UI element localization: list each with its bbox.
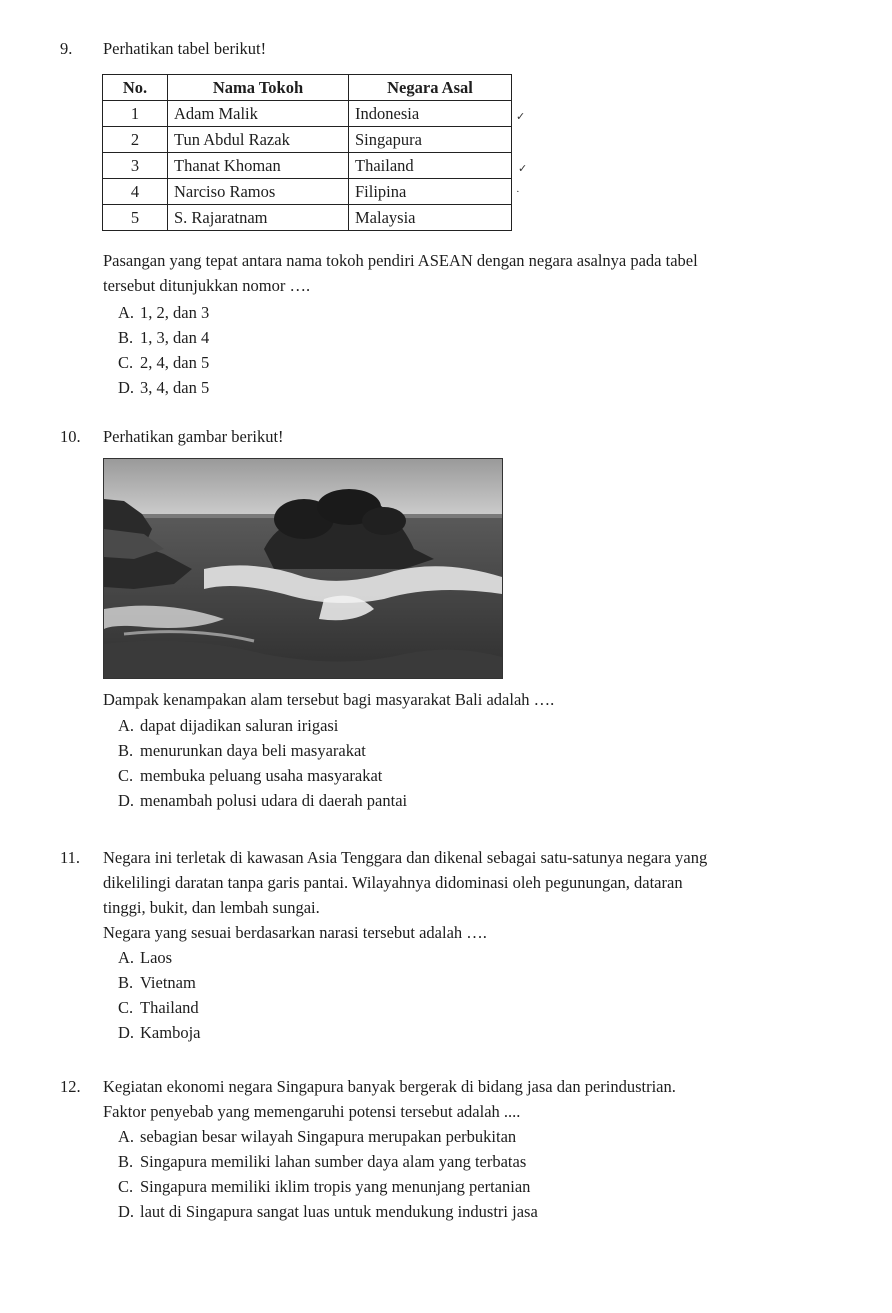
option-text: sebagian besar wilayah Singapura merupakan perbukitan — [140, 1127, 517, 1146]
table-row — [103, 205, 512, 231]
option-text: menambah polusi udara di daerah pantai — [140, 791, 408, 810]
option-text: Laos — [140, 948, 173, 967]
question-12 — [60, 1074, 850, 1224]
row-number: 1 — [103, 101, 168, 127]
question-prompt: Perhatikan tabel berikut! — [103, 39, 267, 58]
table-row — [103, 153, 512, 179]
row-country: Malaysia — [349, 205, 512, 231]
option-letter: B. — [118, 973, 134, 992]
question-prompt: Perhatikan gambar berikut! — [103, 427, 284, 446]
row-country: Singapura — [349, 127, 512, 153]
option-b[interactable] — [118, 1149, 850, 1174]
question-number: 11. — [60, 848, 81, 867]
option-letter: B. — [118, 328, 134, 347]
option-letter: A. — [118, 716, 135, 735]
row-number: 5 — [103, 205, 168, 231]
option-letter: A. — [118, 1127, 135, 1146]
option-b[interactable] — [118, 970, 850, 995]
row-number: 2 — [103, 127, 168, 153]
option-text: 2, 4, dan 5 — [140, 353, 210, 372]
stem-line: tersebut ditunjukkan nomor …. — [103, 276, 311, 295]
question-number: 9. — [60, 39, 73, 58]
option-text: menurunkan daya beli masyarakat — [140, 741, 366, 760]
option-text: Thailand — [140, 998, 199, 1017]
row-name: Adam Malik — [168, 101, 349, 127]
option-text: Singapura memiliki lahan sumber daya alam yang terbatas — [140, 1152, 527, 1171]
question-number: 12. — [60, 1077, 81, 1096]
option-c[interactable] — [118, 763, 850, 788]
option-text: 1, 2, dan 3 — [140, 303, 210, 322]
options-list — [118, 1124, 850, 1224]
option-a[interactable] — [118, 945, 850, 970]
question-10 — [60, 424, 850, 449]
stem-line: tinggi, bukit, dan lembah sungai. — [103, 898, 320, 917]
header-country: Negara Asal — [349, 75, 512, 101]
row-country: Filipina — [349, 179, 512, 205]
option-a[interactable] — [118, 1124, 850, 1149]
header-no: No. — [103, 75, 168, 101]
stem-line: Kegiatan ekonomi negara Singapura banyak bergerak di bidang jasa dan perindustrian. — [103, 1077, 676, 1096]
option-text: laut di Singapura sangat luas untuk mendukung industri jasa — [140, 1202, 538, 1221]
row-number: 3 — [103, 153, 168, 179]
option-letter: D. — [118, 1202, 135, 1221]
table-header-row — [103, 75, 512, 101]
option-d[interactable] — [118, 1199, 850, 1224]
option-a[interactable] — [118, 300, 850, 325]
row-name: Narciso Ramos — [168, 179, 349, 205]
options-list — [118, 945, 850, 1045]
option-c[interactable] — [118, 350, 850, 375]
row-name: Tun Abdul Razak — [168, 127, 349, 153]
option-c[interactable] — [118, 995, 850, 1020]
option-text: Kamboja — [140, 1023, 201, 1042]
options-list — [118, 300, 850, 400]
option-letter: D. — [118, 378, 135, 397]
option-c[interactable] — [118, 1174, 850, 1199]
option-letter: D. — [118, 791, 135, 810]
question-number: 10. — [60, 427, 81, 446]
options-list — [118, 713, 850, 813]
row-country: Indonesia — [349, 101, 512, 127]
founders-table — [102, 74, 512, 231]
coastal-temple-photo — [103, 458, 503, 679]
option-letter: B. — [118, 1152, 134, 1171]
stem-line: Pasangan yang tepat antara nama tokoh pendiri ASEAN dengan negara asalnya pada tabel — [103, 251, 698, 270]
option-letter: C. — [118, 1177, 134, 1196]
photo-illustration — [104, 459, 502, 678]
pencil-mark-icon: ✓ — [518, 163, 528, 175]
option-a[interactable] — [118, 713, 850, 738]
option-text: Vietnam — [140, 973, 196, 992]
row-name: Thanat Khoman — [168, 153, 349, 179]
row-number: 4 — [103, 179, 168, 205]
pencil-mark-icon: ✓ — [516, 111, 526, 123]
pencil-mark-icon: · — [516, 186, 520, 198]
stem-line: Faktor penyebab yang memengaruhi potensi tersebut adalah .... — [103, 1102, 521, 1121]
question-9-stem — [60, 248, 850, 400]
row-country: Thailand — [349, 153, 512, 179]
stem-line: Negara yang sesuai berdasarkan narasi tersebut adalah …. — [103, 923, 487, 942]
option-b[interactable] — [118, 325, 850, 350]
question-11 — [60, 845, 850, 1045]
option-letter: A. — [118, 948, 135, 967]
option-letter: A. — [118, 303, 135, 322]
option-text: dapat dijadikan saluran irigasi — [140, 716, 339, 735]
option-letter: C. — [118, 998, 134, 1017]
option-letter: C. — [118, 353, 134, 372]
header-name: Nama Tokoh — [168, 75, 349, 101]
table-row — [103, 127, 512, 153]
option-text: 1, 3, dan 4 — [140, 328, 210, 347]
question-10-stem — [60, 687, 850, 813]
option-d[interactable] — [118, 375, 850, 400]
stem-line: dikelilingi daratan tanpa garis pantai. Wilayahnya didominasi oleh pegunungan, dataran — [103, 873, 683, 892]
option-letter: C. — [118, 766, 134, 785]
option-d[interactable] — [118, 788, 850, 813]
stem-line: Dampak kenampakan alam tersebut bagi masyarakat Bali adalah …. — [103, 690, 555, 709]
row-name: S. Rajaratnam — [168, 205, 349, 231]
option-letter: B. — [118, 741, 134, 760]
option-d[interactable] — [118, 1020, 850, 1045]
table-row — [103, 179, 512, 205]
option-text: membuka peluang usaha masyarakat — [140, 766, 383, 785]
option-letter: D. — [118, 1023, 135, 1042]
stem-line: Negara ini terletak di kawasan Asia Tenggara dan dikenal sebagai satu-satunya negara yang — [103, 848, 708, 867]
option-b[interactable] — [118, 738, 850, 763]
question-9 — [60, 36, 850, 61]
option-text: 3, 4, dan 5 — [140, 378, 210, 397]
option-text: Singapura memiliki iklim tropis yang menunjang pertanian — [140, 1177, 531, 1196]
table-row — [103, 101, 512, 127]
